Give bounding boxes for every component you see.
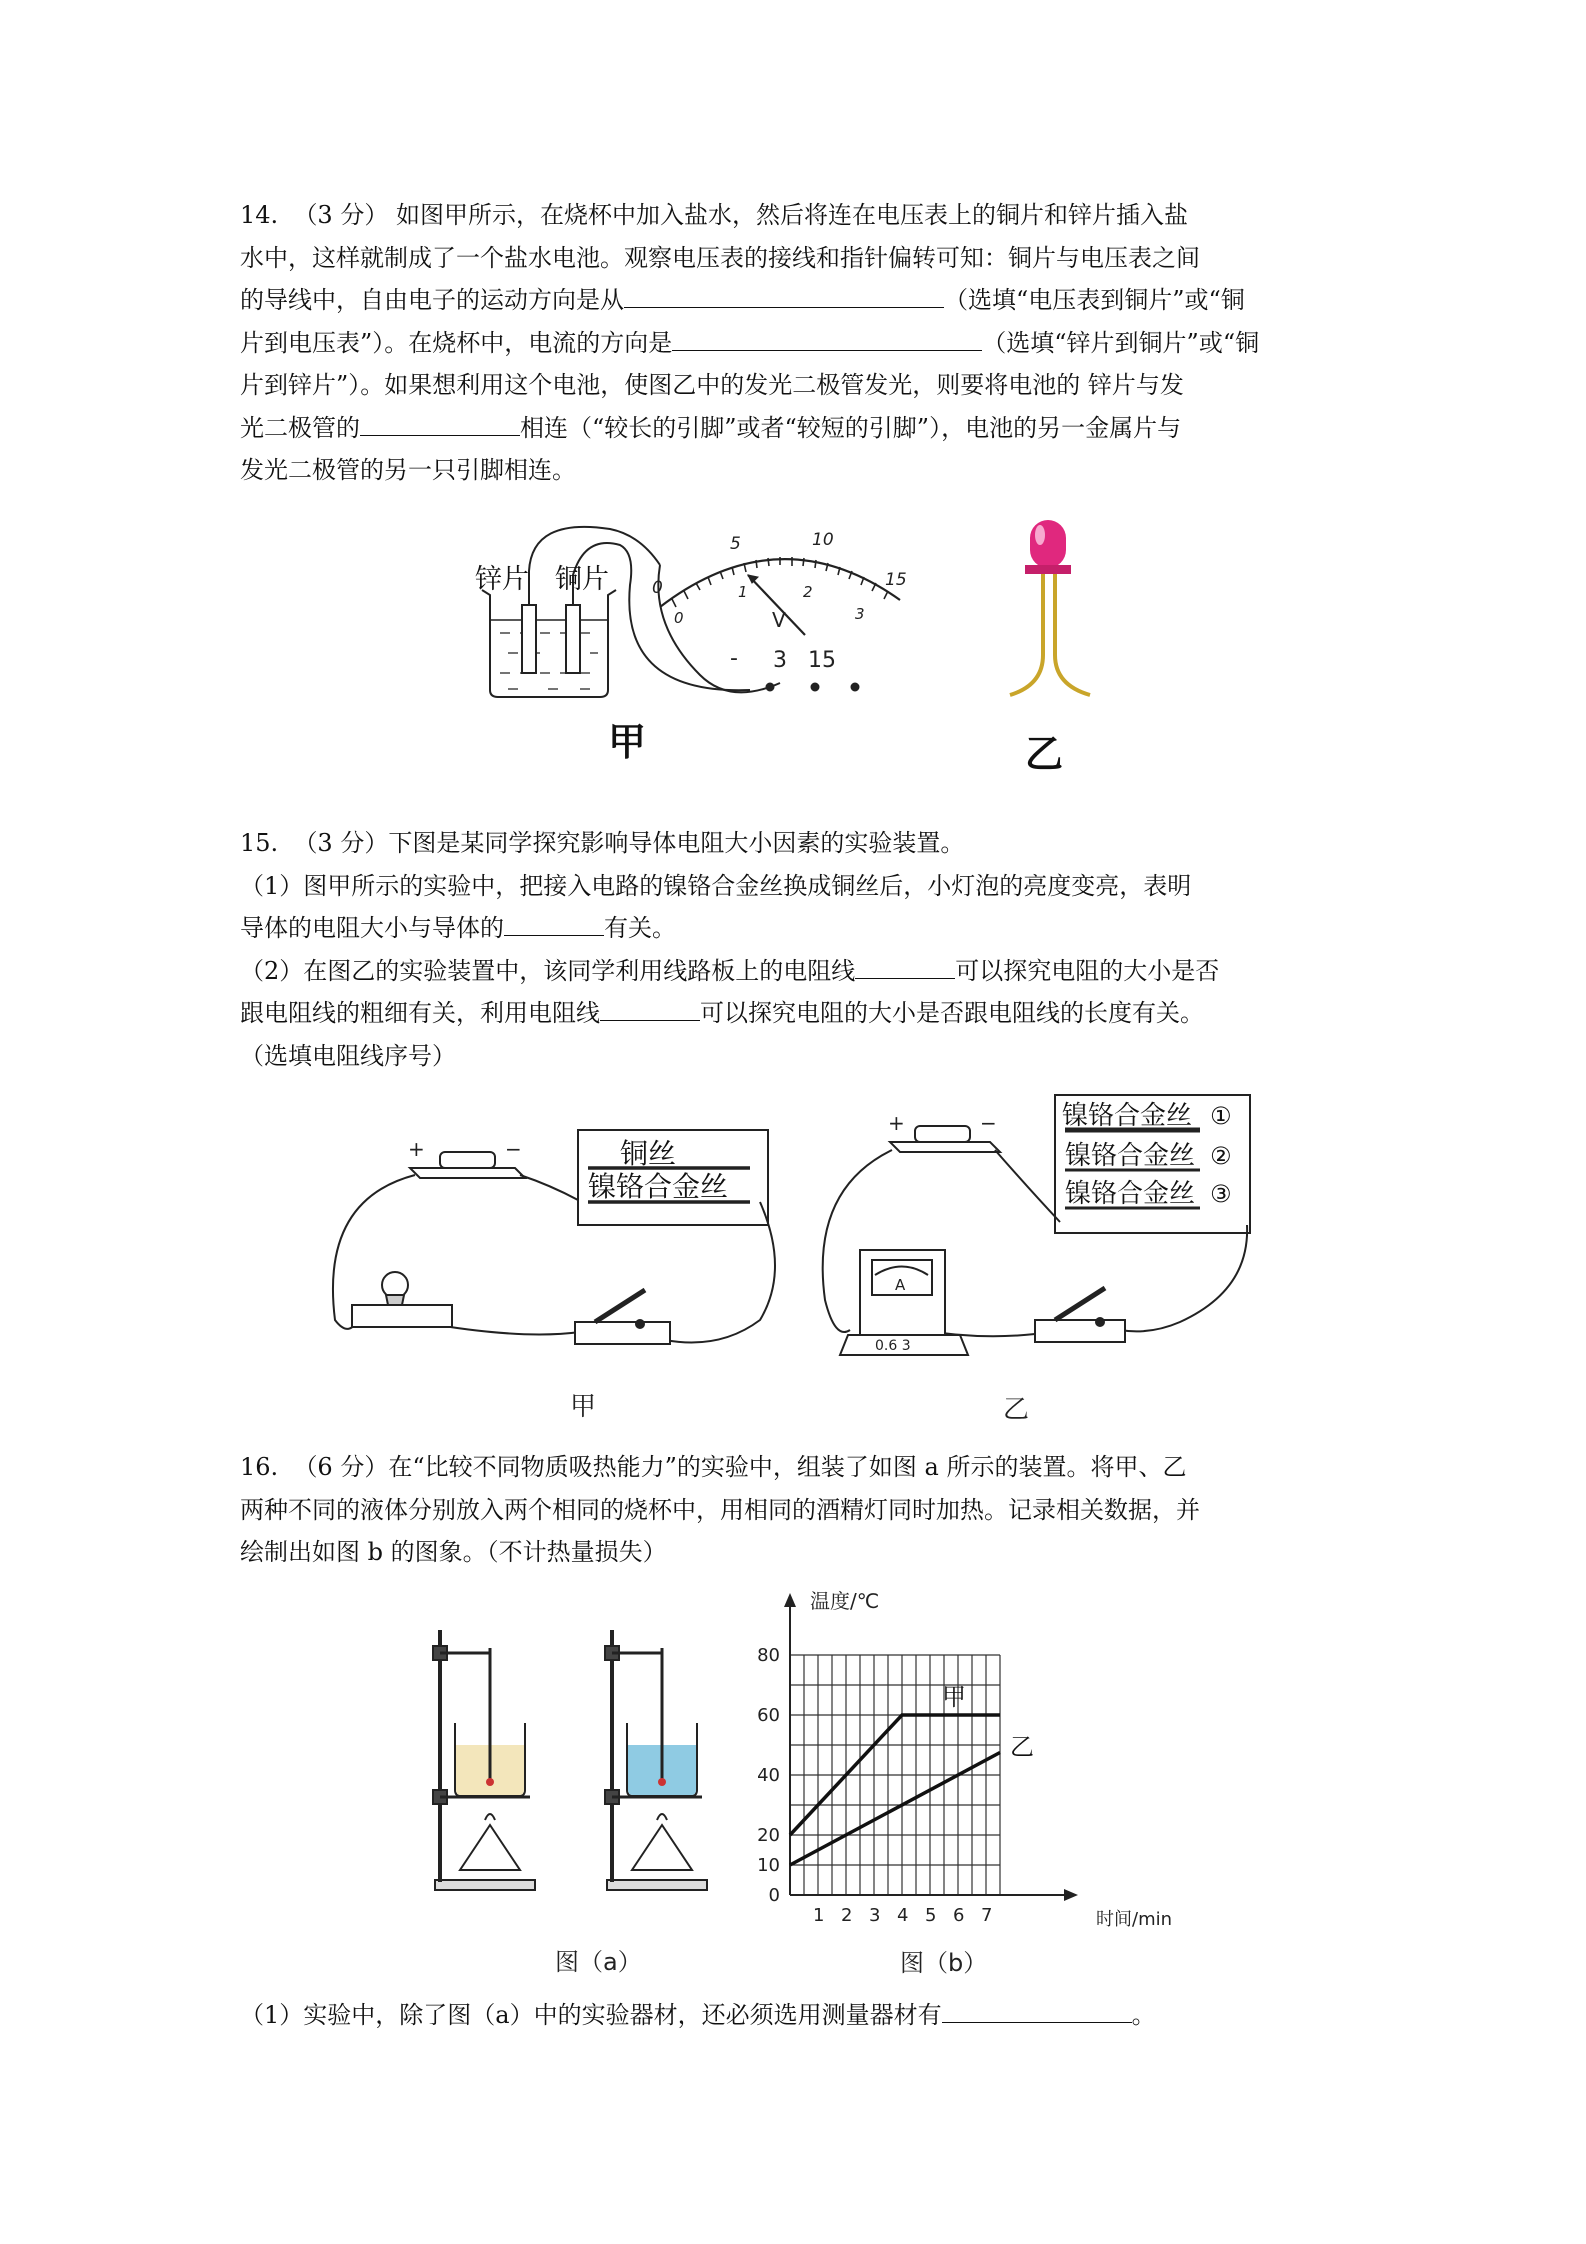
q14-line4a: 片到电压表”）。在烧杯中，电流的方向是 bbox=[240, 328, 673, 357]
nichrome-label-2: 镍铬合金丝 bbox=[1065, 1141, 1196, 1171]
chart-grid bbox=[790, 1655, 1000, 1895]
fig15-label-yi: 乙 bbox=[1003, 1395, 1030, 1425]
q16-line-1 bbox=[240, 1446, 1355, 1489]
wire-id-2: ② bbox=[1210, 1142, 1232, 1170]
q14-line6a: 光二极管的 bbox=[240, 413, 360, 442]
fig14-label-yi: 乙 bbox=[1025, 732, 1064, 776]
x-tick-label: 4 bbox=[897, 1905, 909, 1926]
q14-line-7: 发光二极管的另一只引脚相连。 bbox=[240, 456, 576, 484]
q15-number: 15. bbox=[240, 829, 279, 857]
chart-ylabel: 温度/℃ bbox=[810, 1589, 880, 1613]
zinc-label: 锌片 bbox=[475, 564, 529, 595]
x-tick-label: 3 bbox=[869, 1905, 881, 1926]
q16-line-3: 绘制出如图 b 的图象。（不计热量损失） bbox=[240, 1538, 667, 1566]
fig-b-caption: 图（b） bbox=[900, 1949, 988, 1975]
scale-bot-2: 2 bbox=[803, 583, 813, 601]
q16-sub1-text: （1）实验中，除了图（a）中的实验器材，还必须选用测量器材有 bbox=[240, 2001, 942, 2029]
q14-blank-3[interactable] bbox=[360, 409, 520, 436]
q15-line-5 bbox=[240, 992, 1355, 1035]
q15-line-6: （选填电阻线序号） bbox=[240, 1041, 456, 1070]
heating-setup-yi bbox=[605, 1630, 707, 1890]
scale-top-0: 0 bbox=[652, 578, 663, 598]
led-diagram bbox=[1010, 520, 1090, 695]
terminal-minus: - bbox=[730, 646, 738, 671]
q15-line-2: （1）图甲所示的实验中，把接入电路的镍铬合金丝换成铜丝后，小灯泡的亮度变亮，表明 bbox=[240, 871, 1192, 900]
q14-line-2: 水中，这样就制成了一个盐水电池。观察电压表的接线和指针偏转可知：铜片与电压表之间 bbox=[240, 243, 1200, 272]
terminal-3: 3 bbox=[773, 648, 787, 673]
y-axis-arrow bbox=[784, 1593, 796, 1607]
series-label-yi: 乙 bbox=[1010, 1733, 1034, 1761]
y-tick-label: 80 bbox=[757, 1645, 780, 1666]
q15-blank-2[interactable] bbox=[855, 952, 955, 979]
scale-top-5: 5 bbox=[730, 534, 741, 554]
q15-line3b: 有关。 bbox=[604, 914, 676, 942]
q14-blank-1[interactable] bbox=[624, 281, 944, 308]
q15-line-4 bbox=[240, 950, 1355, 993]
circuit-yi bbox=[823, 1095, 1250, 1355]
nichrome-label-3: 镍铬合金丝 bbox=[1065, 1179, 1196, 1209]
series-line-yi bbox=[790, 1753, 1000, 1866]
battery-minus-yi: − bbox=[980, 1111, 997, 1135]
copper-wire-label: 铜丝 bbox=[620, 1137, 677, 1170]
battery-minus-jia: − bbox=[505, 1137, 522, 1161]
scale-top-10: 10 bbox=[812, 530, 834, 550]
q14-line6b: 相连（“较长的引脚”或者“较短的引脚”），电池的另一金属片与 bbox=[520, 413, 1182, 442]
ammeter-unit: A bbox=[895, 1276, 906, 1294]
chart-xlabel: 时间/min bbox=[1096, 1909, 1173, 1930]
q16-figure-a bbox=[415, 1620, 755, 1980]
q14-line4b: （选填“锌片到铜片”或“铜 bbox=[982, 328, 1260, 357]
chart-series bbox=[790, 1683, 1034, 1865]
wire-id-3: ③ bbox=[1210, 1180, 1232, 1208]
x-tick-label: 5 bbox=[925, 1905, 937, 1926]
y-tick-label: 0 bbox=[768, 1885, 780, 1906]
scale-top-15: 15 bbox=[885, 570, 907, 590]
q14-line-4 bbox=[240, 322, 1355, 365]
y-tick-label: 40 bbox=[757, 1765, 780, 1786]
q14-blank-2[interactable] bbox=[672, 324, 982, 351]
q14-text bbox=[240, 194, 1355, 492]
q15-line1-text: （3 分）下图是某同学探究影响导体电阻大小因素的实验装置。 bbox=[293, 829, 965, 857]
q16-blank-1[interactable] bbox=[942, 1996, 1132, 2023]
voltmeter-unit: V bbox=[772, 608, 786, 632]
battery-plus-jia: + bbox=[408, 1137, 425, 1161]
q16-line-2: 两种不同的液体分别放入两个相同的烧杯中，用相同的酒精灯同时加热。记录相关数据，并 bbox=[240, 1495, 1200, 1524]
q16-number: 16. bbox=[240, 1453, 279, 1481]
y-tick-label: 10 bbox=[757, 1855, 780, 1876]
ammeter-terminals: 0.6 3 bbox=[875, 1338, 911, 1354]
q16-sub1 bbox=[240, 1994, 1355, 2037]
wire-id-1: ① bbox=[1210, 1102, 1232, 1130]
q14-figure bbox=[460, 505, 1160, 790]
q16-chart bbox=[740, 1575, 1210, 1975]
q15-line-1 bbox=[240, 822, 1355, 865]
q15-line5b: 可以探究电阻的大小是否跟电阻线的长度有关。 bbox=[700, 999, 1204, 1027]
q15-text bbox=[240, 822, 1355, 1077]
y-tick-label: 60 bbox=[757, 1705, 780, 1726]
voltmeter-bottom-scale bbox=[674, 583, 865, 627]
q14-line3b: （选填“电压表到铜片”或“铜 bbox=[944, 286, 1245, 314]
q15-line5a: 跟电阻线的粗细有关，利用电阻线 bbox=[240, 999, 600, 1027]
scale-bot-3: 3 bbox=[855, 605, 865, 623]
fig14-label-jia: 甲 bbox=[608, 720, 647, 764]
q15-blank-1[interactable] bbox=[504, 909, 604, 936]
q14-score: （3 分） bbox=[293, 201, 389, 229]
x-tick-label: 1 bbox=[813, 1905, 825, 1926]
q14-line-1 bbox=[240, 194, 1355, 237]
q15-figure bbox=[320, 1090, 1280, 1430]
x-axis-arrow bbox=[1064, 1889, 1078, 1901]
q14-line-6 bbox=[240, 407, 1355, 450]
scale-bot-0: 0 bbox=[674, 609, 684, 627]
q14-line-3 bbox=[240, 279, 1355, 322]
circuit-jia bbox=[333, 1130, 775, 1344]
battery-plus-yi: + bbox=[888, 1111, 905, 1135]
q14-number: 14. bbox=[240, 201, 279, 229]
q16-line1-text: （6 分）在“比较不同物质吸热能力”的实验中，组装了如图 a 所示的装置。将甲、乙 bbox=[293, 1453, 1187, 1481]
x-tick-label: 6 bbox=[953, 1905, 965, 1926]
copper-label: 铜片 bbox=[555, 564, 609, 595]
x-tick-label: 7 bbox=[981, 1905, 993, 1926]
q14-line3a: 的导线中，自由电子的运动方向是从 bbox=[240, 286, 624, 314]
q15-line4a: （2）在图乙的实验装置中，该同学利用线路板上的电阻线 bbox=[240, 956, 856, 985]
y-tick-label: 20 bbox=[757, 1825, 780, 1846]
series-label-jia: 甲 bbox=[942, 1683, 966, 1711]
terminal-15: 15 bbox=[808, 648, 836, 673]
q15-line3a: 导体的电阻大小与导体的 bbox=[240, 914, 504, 942]
nichrome-label-jia: 镍铬合金丝 bbox=[588, 1170, 729, 1203]
x-tick-label: 2 bbox=[841, 1905, 853, 1926]
fig15-label-jia: 甲 bbox=[570, 1392, 597, 1422]
q15-line4b: 可以探究电阻的大小是否 bbox=[955, 956, 1220, 985]
fig-a-caption: 图（a） bbox=[555, 1948, 642, 1976]
scale-bot-1: 1 bbox=[738, 583, 748, 601]
q14-line-5: 片到锌片”）。如果想利用这个电池，使图乙中的发光二极管发光，则要将电池的 锌片与发 bbox=[240, 371, 1184, 399]
q15-line-3 bbox=[240, 907, 1355, 950]
q16-text bbox=[240, 1446, 1355, 1574]
q15-blank-3[interactable] bbox=[600, 994, 700, 1021]
q16-sub1-end: 。 bbox=[1131, 2001, 1156, 2029]
heating-setup-jia bbox=[433, 1630, 535, 1890]
q14-line1-text: 如图甲所示，在烧杯中加入盐水，然后将连在电压表上的铜片和锌片插入盐 bbox=[395, 201, 1188, 229]
nichrome-label-1: 镍铬合金丝 bbox=[1062, 1101, 1193, 1131]
